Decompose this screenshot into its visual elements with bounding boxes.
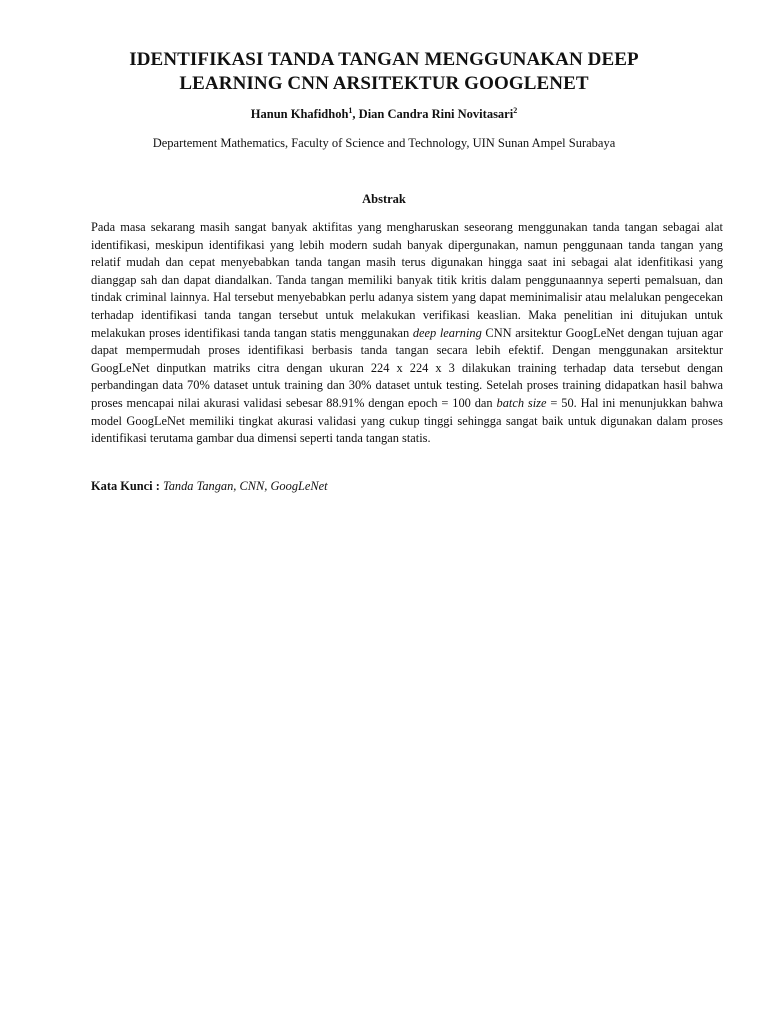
author-affiliation-mark-2: 2 [513, 105, 518, 115]
abstract-text-part-3: = 50. Hal ini menunjukkan bahwa model GoogLeNet memiliki tingkat akurasi validasi yang cukup tinggi sehingga sangat baik untuk digunakan dalam proses identifikasi terutama gambar dua dimensi seperti tanda tangan statis. [91, 395, 723, 446]
keywords-label: Kata Kunci : [91, 479, 163, 493]
keywords-values: Tanda Tangan, CNN, GoogLeNet [162, 479, 328, 493]
keywords-line [91, 477, 723, 495]
author-name-2: Dian Candra Rini Novitasari [358, 107, 514, 121]
paper-title [70, 48, 698, 96]
author-list [70, 106, 698, 122]
abstract-italic-deep-learning: deep learning [412, 325, 482, 340]
author-name-1: Hanun Khafidhoh [250, 107, 349, 121]
author-affiliation: Departement Mathematics, Faculty of Science and Technology, UIN Sunan Ampel Surabaya [152, 136, 616, 150]
paper-title-line-1: IDENTIFIKASI TANDA TANGAN MENGGUNAKAN DEEP [129, 49, 639, 70]
abstract-heading: Abstrak [362, 192, 406, 206]
author-separator: , [352, 107, 359, 121]
abstract-text-part-1: Pada masa sekarang masih sangat banyak aktifitas yang mengharuskan seseorang menggunakan tanda tangan sebagai alat identifikasi, meskipun identifikasi yang lebih modern sudah banyak dipergunakan, namun penggunaan tanda tangan yang relatif mudah dan cepat menyebabkan tanda tangan masih terus digunakan hingga saat ini sebagai alat idenfitikasi yang dianggap sah dan dapat diandalkan. Tanda tangan memiliki banyak titik kritis dalam penggunaannya seperti pemalsuan, dan tindak criminal lainnya. Hal tersebut menyebabkan perlu adanya sistem yang dapat meminimalisir atau melalukan pengecekan terhadap identifikasi tanda tangan tersebut untuk melakukan verifikasi keaslian. Maka penelitian ini ditujukan untuk melakukan proses identifikasi tanda tangan statis menggunakan [91, 220, 723, 340]
abstract-italic-batch-size: batch size [496, 395, 547, 410]
abstract-text-part-2: CNN arsitektur GoogLeNet dengan tujuan agar dapat mempermudah proses identifikasi berbasis tanda tangan secara lebih efektif. Dengan menggunakan arsitektur GoogLeNet dinputkan matriks citra dengan ukuran 224 x 224 x 3 dilakukan training terhadap data tersebut dengan perbandingan data 70% dataset untuk training dan 30% dataset untuk testing. Setelah proses training didapatkan hasil bahwa proses mencapai nilai akurasi validasi sebesar 88.91% dengan epoch = 100 dan [91, 325, 723, 410]
abstract-body [91, 219, 723, 448]
paper-title-line-2: LEARNING CNN ARSITEKTUR GOOGLENET [179, 73, 589, 94]
author-affiliation-mark-1: 1 [348, 105, 353, 115]
